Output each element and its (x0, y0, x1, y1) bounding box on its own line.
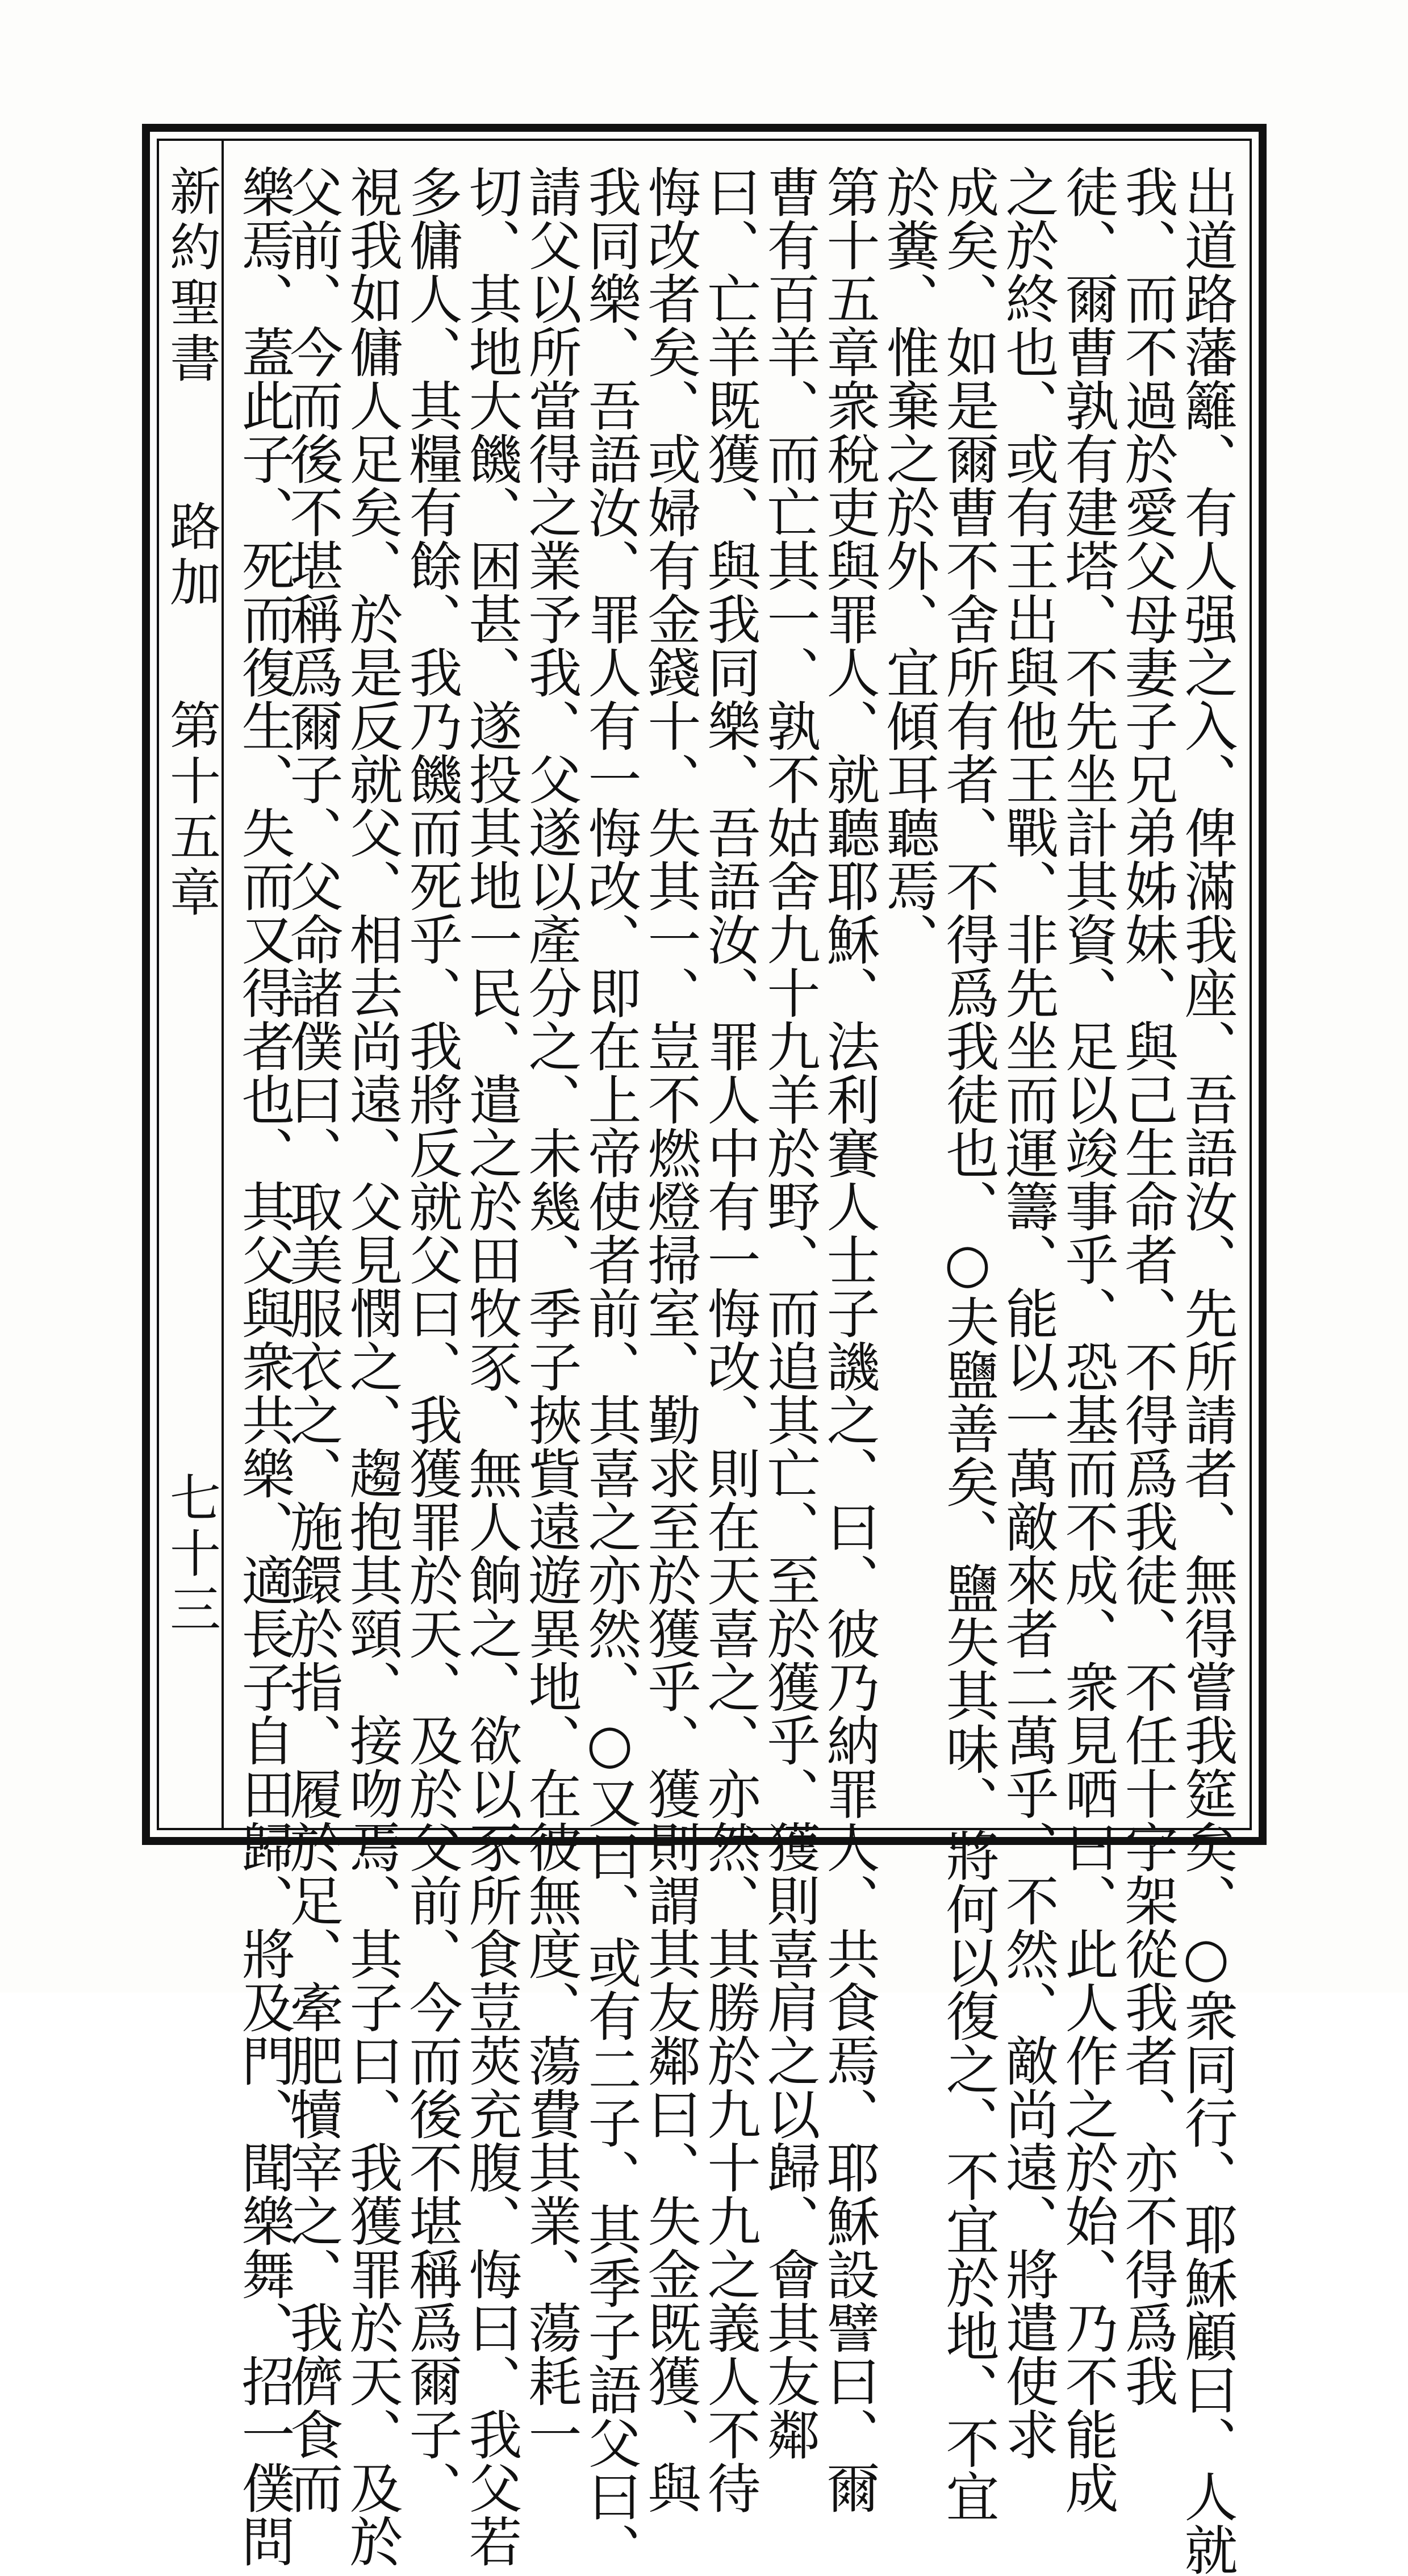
text-column: 於糞、惟棄之於外、宜傾耳聽焉、 (877, 165, 939, 966)
text-column: 父前、今而後不堪稱爲爾子、父命諸僕曰、取美服衣之、施鐶於指、履於足、牽肥犢宰之、我儕食而 (281, 165, 342, 2514)
chapter-start-column: 第十五章衆稅吏與罪人、就聽耶穌、法利賽人士子譏之、曰、彼乃納罪人、共食焉、耶穌設譬曰、爾 (817, 165, 879, 2514)
text-column: 我同樂、吾語汝、罪人有一悔改、即在上帝使者前、其喜之亦然、○又曰、或有二子、其季子語父曰、 (579, 165, 641, 2576)
text-column: 我、而不過於愛父母妻子兄弟姊妹、與己生命者、不得爲我徒、不任十字架從我者、亦不得爲我 (1115, 165, 1177, 2407)
text-column: 視我如傭人足矣、於是反就父、相去尚遠、父見憫之、趨抱其頸、接吻焉、其子曰、我獲罪於天、及於 (340, 165, 402, 2567)
text-column: 請父以所當得之業予我、父遂以產分之、未幾、季子挾貲遠遊異地、在彼無度、蕩費其業、蕩耗一 (519, 165, 581, 2461)
text-column: 多傭人、其糧有餘、我乃饑而死乎、我將反就父曰、我獲罪於天、及於父前、今而後不堪稱爲爾子、 (400, 165, 462, 2514)
text-column: 之於終也、或有王出與他王戰、非先坐而運籌、能以一萬敵來者二萬乎、不然、敵尚遠、將遣使求 (996, 165, 1058, 2461)
header-divider (222, 141, 224, 1828)
book-name: 路加 (161, 500, 220, 611)
text-column: 樂焉、蓋此子、死而復生、失而又得者也、其父與衆共樂、適長子自田歸、將及門、聞樂舞、招一僕問 (232, 165, 294, 2567)
text-column: 成矣、如是爾曹不舍所有者、不得爲我徒也、○夫鹽善矣、鹽失其味、將何以復之、不宜於地、不宜 (937, 165, 998, 2523)
text-column: 悔改者矣、或婦有金錢十、失其一、豈不燃燈掃室、勤求至於獲乎、獲則謂其友鄰曰、失金既獲、與 (638, 165, 700, 2514)
text-column: 出道路藩籬、有人强之入、俾滿我座、吾語汝、先所請者、無得嘗我筵矣、○衆同行、耶穌顧曰、人就 (1175, 165, 1237, 2576)
text-column: 曰、亡羊既獲、與我同樂、吾語汝、罪人中有一悔改、則在天喜之、亦然、其勝於九十九之義人不待 (698, 165, 760, 2514)
page-number: 七十三 (161, 1471, 220, 1638)
text-column: 切、其地大饑、困甚、遂投其地一民、遣之於田牧豕、無人餉之、欲以豕所食荳莢充腹、悔曰、我父若 (459, 165, 521, 2567)
book-title: 新約聖書 (161, 165, 220, 387)
chapter-heading: 第十五章 (161, 699, 220, 921)
text-column: 曹有百羊、而亡其一、孰不姑舍九十九羊於野、而追其亡、至於獲乎、獲則喜肩之以歸、會其友鄰 (758, 165, 820, 2461)
text-column: 徒、爾曹孰有建塔、不先坐計其資、足以竣事乎、恐基而不成、衆見哂曰、此人作之於始、乃不能成 (1056, 165, 1118, 2514)
